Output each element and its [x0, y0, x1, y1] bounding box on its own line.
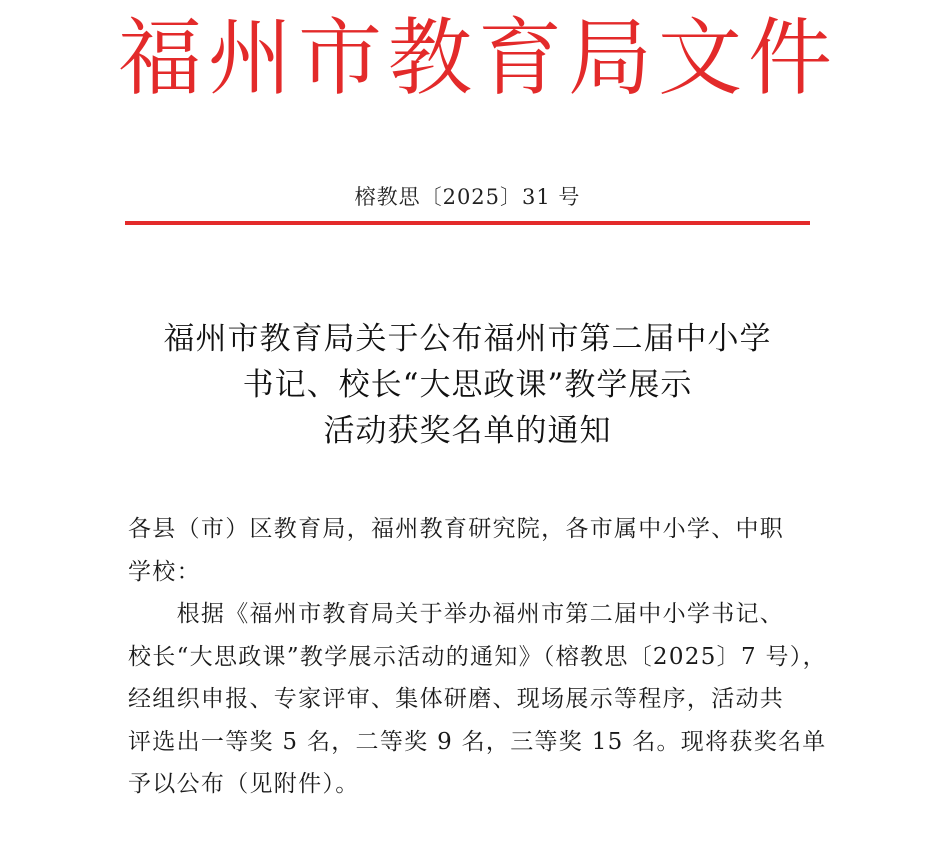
body-paragraph-line: 根据《福州市教育局关于举办福州市第二届中小学书记、: [128, 601, 785, 627]
salutation-line: 各县（市）区教育局，福州教育研究院，各市属中小学、中职: [128, 516, 785, 542]
title-line: 书记、校长“大思政课”教学展示: [242, 367, 693, 403]
salutation-line: 学校：: [128, 558, 201, 585]
body-paragraph-line: 评选出一等奖 5 名，二等奖 9 名，三等奖 15 名。现将获奖名单: [128, 728, 827, 755]
title-line: 活动获奖名单的通知: [323, 413, 612, 449]
notice-title: [125, 316, 810, 454]
notice-body: [128, 508, 827, 806]
document-number: 榕教思〔2025〕31 号: [354, 185, 581, 209]
title-line: 福州市教育局关于公布福州市第二届中小学: [163, 321, 772, 357]
body-paragraph-line: 校长“大思政课”教学展示活动的通知》（榕教思〔2025〕7 号），: [128, 643, 827, 670]
body-paragraph-line: 予以公布（见附件）。: [128, 771, 360, 797]
body-paragraph-line: 经组织申报、专家评审、集体研磨、现场展示等程序，活动共: [128, 686, 785, 712]
document-masthead: 福州市教育局文件: [118, 9, 839, 107]
red-divider-line: [125, 221, 810, 225]
